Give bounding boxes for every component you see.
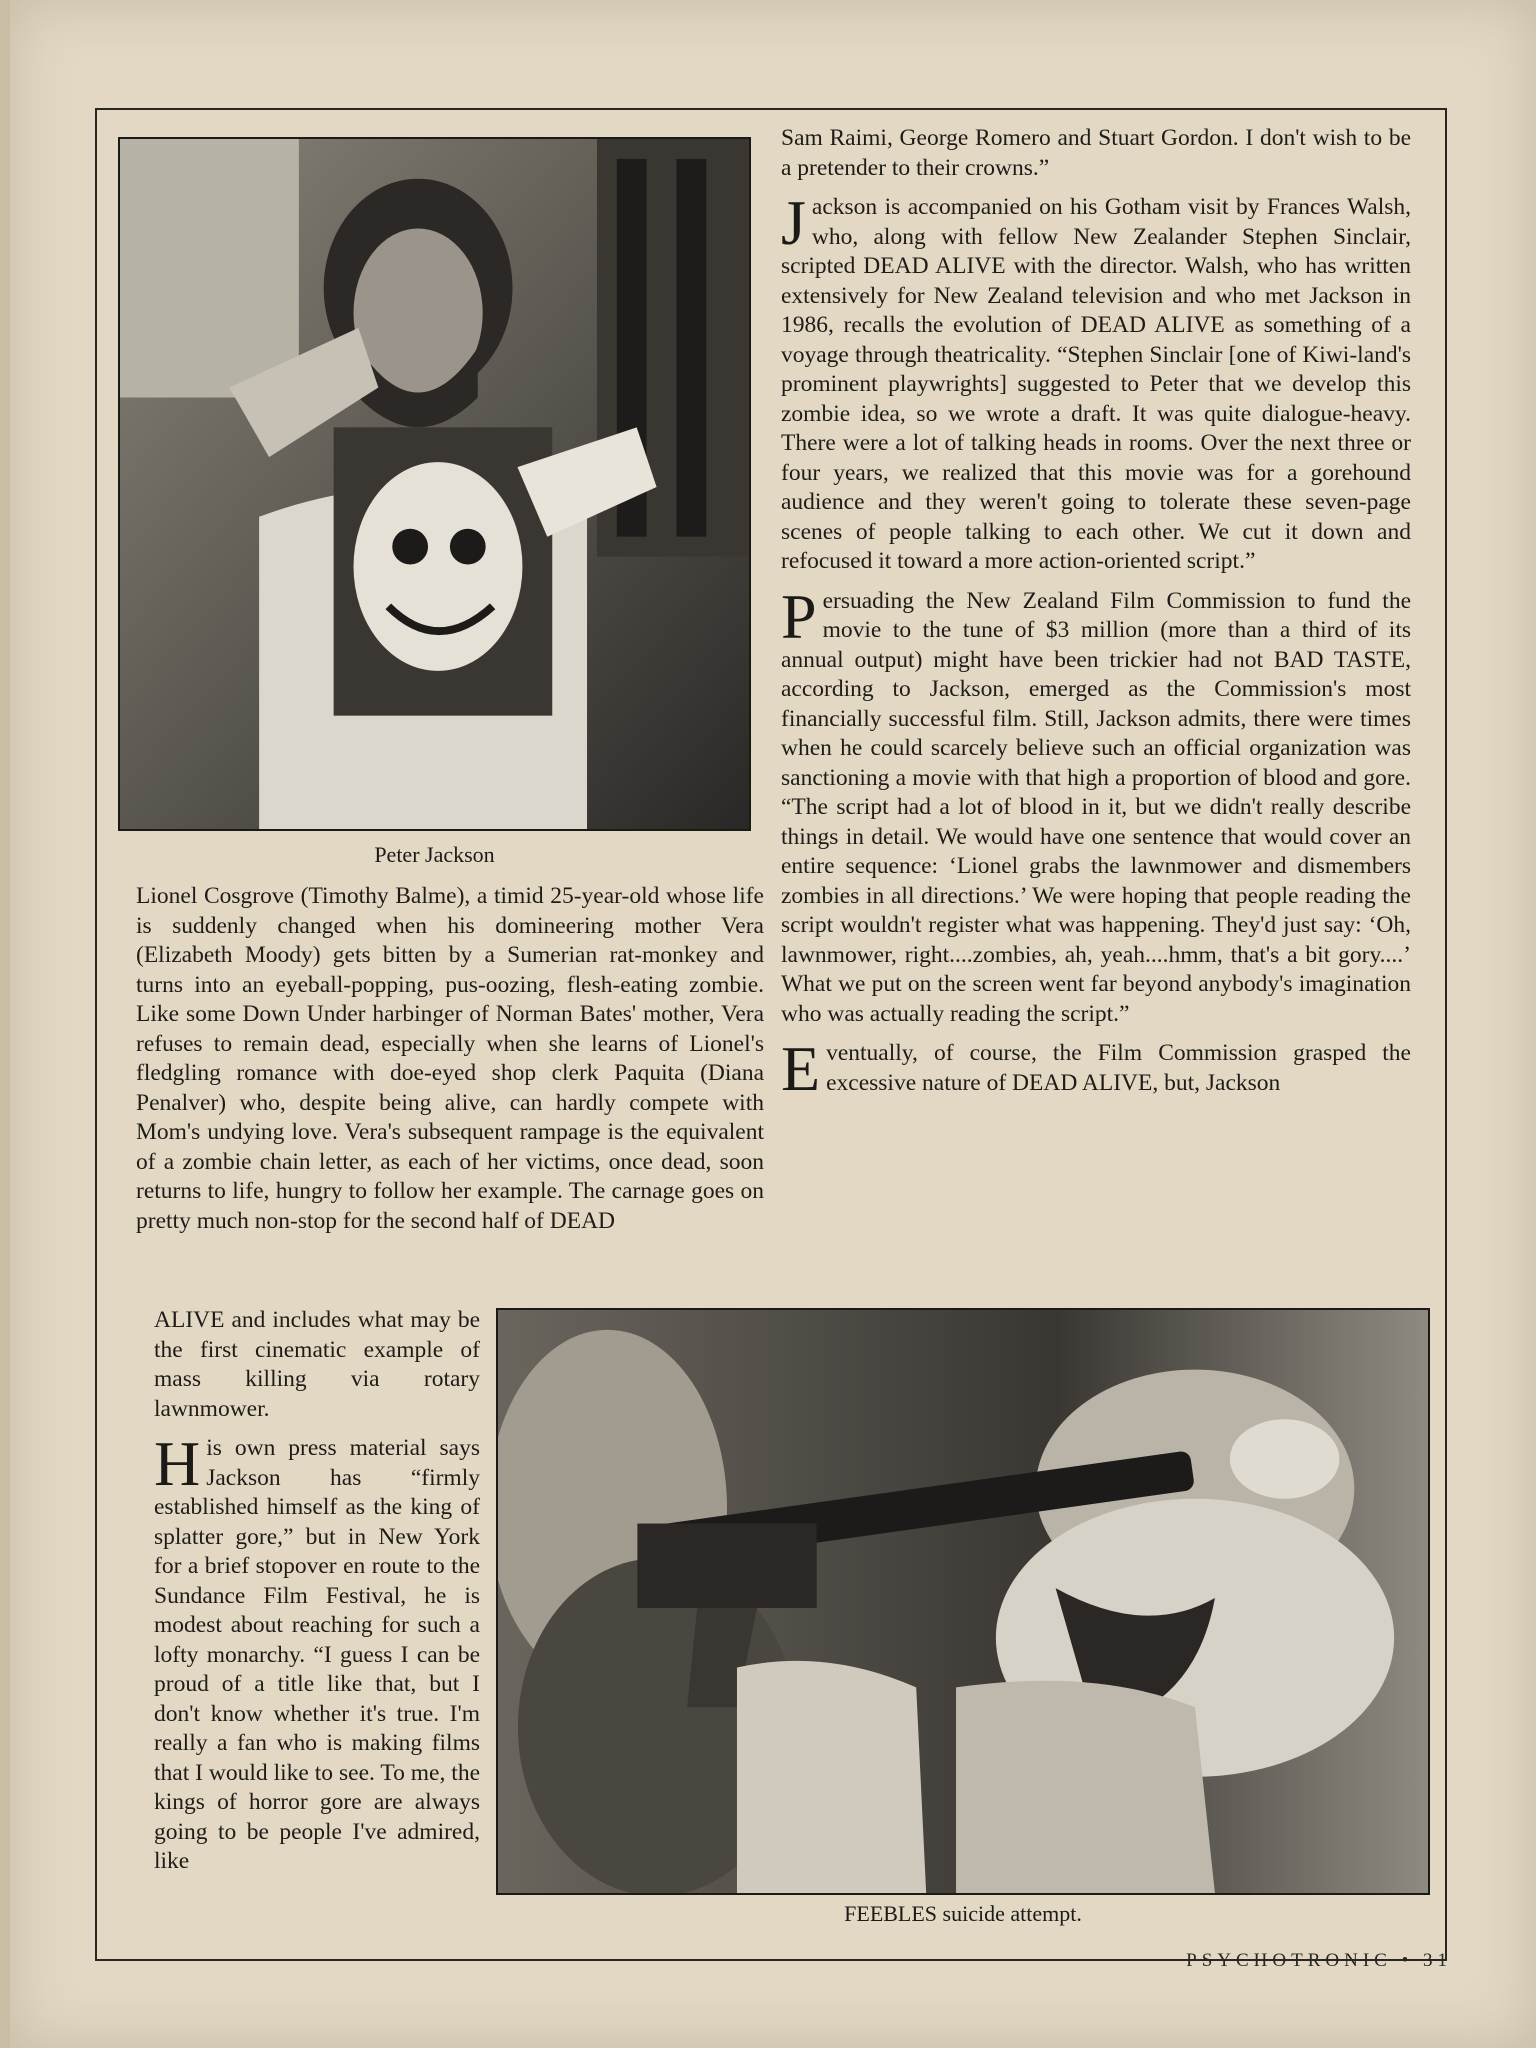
- drop-cap: H: [154, 1428, 201, 1499]
- photo-feebles: [496, 1308, 1430, 1895]
- paragraph-text: ersuading the New Zealand Film Commission to fund the movie to the tune of $3 million (more than a third of its annual output) might have been trickier had not BAD TASTE, according to Jackson, emerged as the Commission's most financially successful film. Still, Jackson admits, there were times when he could scarcely believe such an official organization was sanctioning a movie with that high a proportion of blood and gore. “The script had a lot of blood in it, but we didn't really describe things in detail. We would have one sentence that would cover an entire sequence: ‘Lionel grabs the lawnmower and dismembers zombies in all directions.’ We were hoping that people reading the script wouldn't register what was happening. They'd just say: ‘Oh, lawnmower, right....zombies, ah, yeah....hmm, that's a bit gory....’ What we put on the screen went far beyond anybody's imagination who was actually reading the script.”: [781, 587, 1411, 1027]
- photo-caption: FEEBLES suicide attempt.: [844, 1901, 1082, 1926]
- drop-cap: J: [781, 187, 806, 258]
- paragraph: [781, 187, 1411, 577]
- paragraph-text: ventually, of course, the Film Commission grasped the excessive nature of DEAD ALIVE, but, Jackson: [826, 1040, 1411, 1096]
- drop-cap: P: [781, 580, 817, 652]
- paragraph: [781, 580, 1411, 1030]
- paragraph: Lionel Cosgrove (Timothy Balme), a timid 25-year-old whose life is suddenly changed when his domineering mother Vera (Elizabeth Moody) gets bitten by a Sumerian rat-monkey and turns into an eyeball-popping, pus-oozing, flesh-eating zombie. Like some Down Under harbinger of Norman Bates' mother, Vera refuses to remain dead, especially when she learns of Lionel's fledgling romance with doe-eyed shop clerk Paquita (Diana Penalver) who, despite being alive, can hardly compete with Mom's undying love. Vera's subsequent rampage is the equivalent of a zombie chain letter, as each of her victims, once dead, soon returns to life, hungry to follow her example. The carnage goes on pretty much non-stop for the second half of DEAD: [136, 883, 764, 1234]
- article-column-left-bottom: [154, 1306, 480, 1887]
- article-column-left-top: [136, 882, 764, 1246]
- article-column-right: [781, 124, 1411, 1108]
- paragraph-text: is own press material says Jackson has “firmly established himself as the king of splatter gore,” but in New York for a brief stopover en route to the Sundance Film Festival, he is modest about reaching for such a lofty monarchy. “I guess I can be proud of a title like that, but I don't know whether it's true. I'm really a fan who is making films that I would like to see. To me, the kings of horror gore are always going to be people I've admired, like: [154, 1435, 480, 1874]
- drop-cap: E: [781, 1033, 821, 1104]
- photo-peter-jackson: [118, 137, 751, 831]
- paragraph: ALIVE and includes what may be the first cinematic example of mass killing via rotary lawnmower.: [154, 1307, 480, 1422]
- paragraph: [781, 1033, 1411, 1104]
- paragraph: Sam Raimi, George Romero and Stuart Gordon. I don't wish to be a pretender to their crowns.”: [781, 125, 1411, 181]
- paragraph-text: ackson is accompanied on his Gotham visit by Frances Walsh, who, along with fellow New Zealander Stephen Sinclair, scripted DEAD ALIVE with the director. Walsh, who has written extensively for New Zealand television and who met Jackson in 1986, recalls the evolution of DEAD ALIVE as something of a voyage through theatricality. “Stephen Sinclair [one of Kiwi-land's prominent playwrights] suggested to Peter that we develop this zombie idea, so we wrote a draft. It was quite dialogue-heavy. There were a lot of talking heads in rooms. Over the next three or four years, we realized that this movie was for a gorehound audience and they weren't going to tolerate these seven-page scenes of people talking to each other. We cut it down and refocused it toward a more action-oriented script.”: [781, 194, 1411, 574]
- paragraph: [154, 1428, 480, 1877]
- page-footer: PSYCHOTRONIC • 31: [1186, 1950, 1452, 1971]
- photo-caption: Peter Jackson: [374, 842, 495, 867]
